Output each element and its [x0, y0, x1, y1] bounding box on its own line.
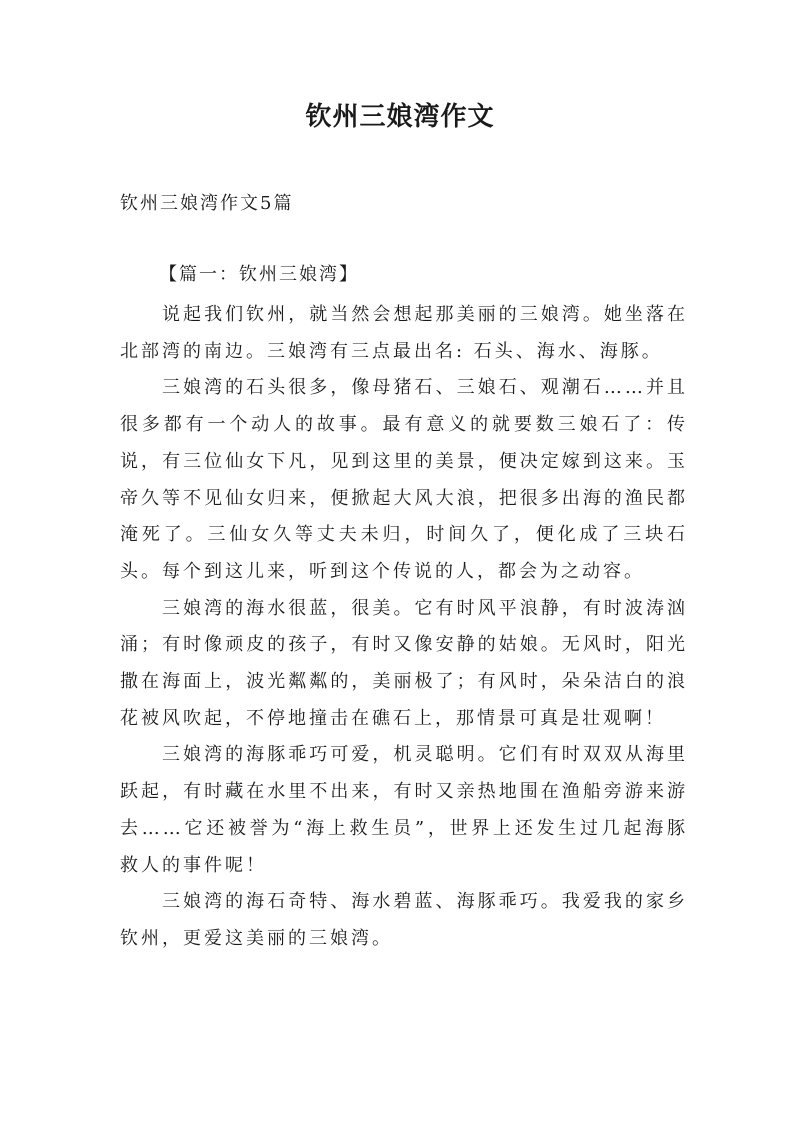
paragraph: 三娘湾的海豚乖巧可爱，机灵聪明。它们有时双双从海里跃起，有时藏在水里不出来，有时又亲热地围在渔船旁游来游去……它还被誉为“海上救生员”，世界上还发生过几起海豚救人的事件呢！: [120, 744, 688, 876]
section-heading: 【篇一：钦州三娘湾】: [159, 264, 359, 285]
paragraph: 三娘湾的海水很蓝，很美。它有时风平浪静，有时波涛汹涌；有时像顽皮的孩子，有时又像安静的姑娘。无风时，阳光撒在海面上，波光粼粼的，美丽极了；有风时，朵朵洁白的浪花被风吹起，不停地撞击在礁石上，那情景可真是壮观啊！: [120, 597, 688, 729]
document-subtitle: 钦州三娘湾作文5篇: [120, 193, 294, 214]
essay-body: [120, 297, 688, 958]
paragraph: 三娘湾的海石奇特、海水碧蓝、海豚乖巧。我爱我的家乡钦州，更爱这美丽的三娘湾。: [120, 891, 688, 949]
paragraph: 三娘湾的石头很多，像母猪石、三娘石、观潮石……并且很多都有一个动人的故事。最有意义的就要数三娘石了：传说，有三位仙女下凡，见到这里的美景，便决定嫁到这来。玉帝久等不见仙女归来，便掀起大风大浪，把很多出海的渔民都淹死了。三仙女久等丈夫未归，时间久了，便化成了三块石头。每个到这儿来，听到这个传说的人，都会为之动容。: [120, 377, 688, 582]
document-title: 钦州三娘湾作文: [305, 102, 495, 132]
paragraph: 说起我们钦州，就当然会想起那美丽的三娘湾。她坐落在北部湾的南边。三娘湾有三点最出名: 石头、海水、海豚。: [120, 304, 688, 362]
